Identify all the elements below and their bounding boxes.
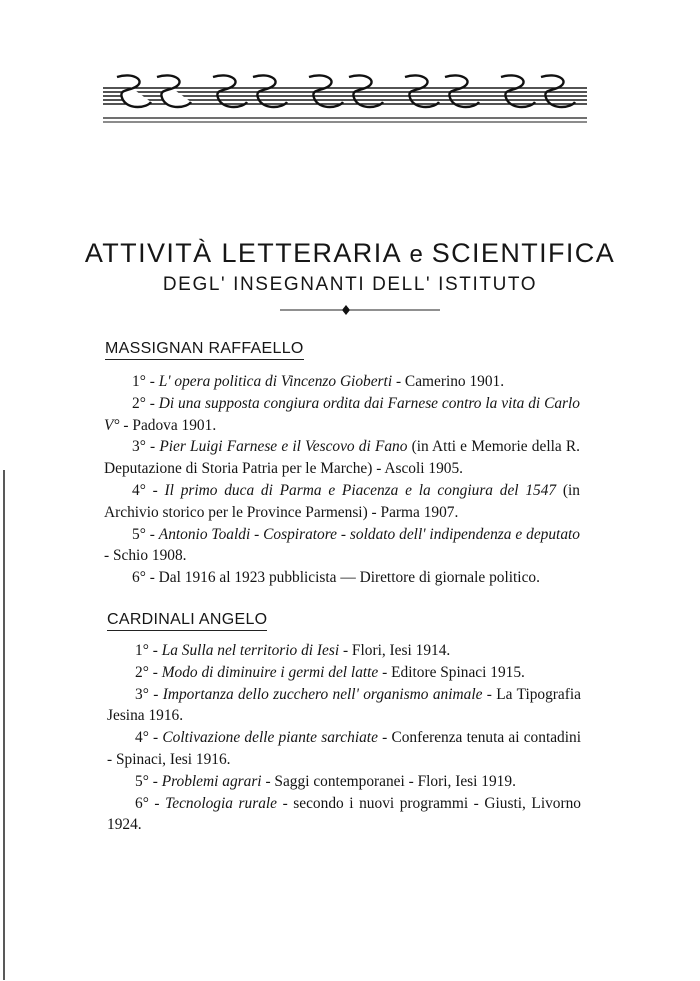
entry-details: - Saggi contemporanei - Flori, Iesi 1919. <box>261 772 516 790</box>
entry-details: - Schio 1908. <box>104 547 187 565</box>
entry-details: (in Atti e Memorie della R. Deputazione di Storia Patria per le Marche) - Ascoli 1905. <box>104 438 580 478</box>
entry-details: - Flori, Iesi 1914. <box>339 642 451 659</box>
entry-details: (in Archivio storico per le Province Parmensi) - Parma 1907. <box>104 481 580 521</box>
diamond-divider <box>280 303 440 317</box>
list-item <box>104 567 580 589</box>
entry-title: La Sulla nel territorio di Iesi <box>161 642 340 659</box>
entry-list-cardinali <box>107 640 581 836</box>
entry-number: 5° - <box>135 772 158 790</box>
section-heading-massignan: MASSIGNAN RAFFAELLO <box>105 340 304 360</box>
entry-title: Modo di diminuire i germi del latte <box>161 663 379 681</box>
list-item <box>104 371 580 393</box>
entry-details: Dal 1916 al 1923 pubblicista — Direttore di giornale politico. <box>154 569 540 587</box>
title-main: ATTIVITÀ LETTERARIA <box>84 238 401 268</box>
ornament-graphic <box>103 74 587 128</box>
entry-number: 1° - <box>135 642 158 659</box>
entry-title: Il primo duca di Parma e Piacenza e la congiura del 1547 <box>164 481 557 499</box>
entry-number: 1° - <box>132 373 155 390</box>
list-item <box>107 662 581 684</box>
list-item <box>104 436 580 480</box>
section-heading-cardinali: CARDINALI ANGELO <box>107 611 267 631</box>
entry-details: - Padova 1901. <box>119 416 217 434</box>
entry-details: - secondo i nuovi programmi - Giusti, Livorno 1924. <box>107 794 581 834</box>
list-item <box>107 727 581 771</box>
entry-number: 3° - <box>135 685 159 703</box>
entry-details: - Conferenza tenuta ai contadini - Spinaci, Iesi 1916. <box>107 729 581 768</box>
list-item <box>107 640 581 662</box>
scan-edge-line <box>3 470 5 980</box>
list-item <box>107 771 581 793</box>
entry-title: Tecnologia rurale <box>165 794 278 812</box>
entry-details: - La Tipografia Jesina 1916. <box>107 685 581 725</box>
entry-number: 3° - <box>132 438 156 456</box>
entry-number: 4° - <box>135 729 159 747</box>
entry-title: Di una supposta congiura ordita dai Farnese contro la vita di Carlo V° <box>104 394 580 434</box>
entry-title: Pier Luigi Farnese e il Vescovo di Fano <box>159 438 408 456</box>
entry-number: 5° - <box>132 525 155 543</box>
list-item <box>107 684 581 728</box>
entry-number: 4° - <box>132 481 158 499</box>
diamond-icon <box>342 305 350 315</box>
list-item <box>104 393 580 437</box>
list-item <box>107 793 581 837</box>
list-item <box>104 480 580 524</box>
entry-title: L' opera politica di Vincenzo Gioberti <box>158 373 393 390</box>
entry-number: 6° - <box>132 569 155 587</box>
entry-title: Problemi agrari <box>161 772 262 790</box>
title-conjunction: e <box>409 241 423 268</box>
entry-number: 6° - <box>135 794 160 812</box>
list-item <box>104 524 580 568</box>
entry-title: Antonio Toaldi - Cospiratore - soldato dell' indipendenza e deputato <box>158 525 580 543</box>
decorative-header-ornament <box>103 74 587 128</box>
entry-number: 2° - <box>135 663 158 681</box>
entry-title: Coltivazione delle piante sarchiate <box>162 729 378 747</box>
entry-list-massignan <box>104 371 580 589</box>
entry-number: 2° - <box>132 394 155 412</box>
entry-details: - Camerino 1901. <box>392 373 505 390</box>
title-end: SCIENTIFICA <box>431 238 616 268</box>
page-title <box>0 238 700 269</box>
entry-details: - Editore Spinaci 1915. <box>378 663 525 681</box>
entry-title: Importanza dello zucchero nell' organismo animale <box>162 685 483 703</box>
page-subtitle: DEGL' INSEGNANTI DELL' ISTITUTO <box>162 274 538 295</box>
